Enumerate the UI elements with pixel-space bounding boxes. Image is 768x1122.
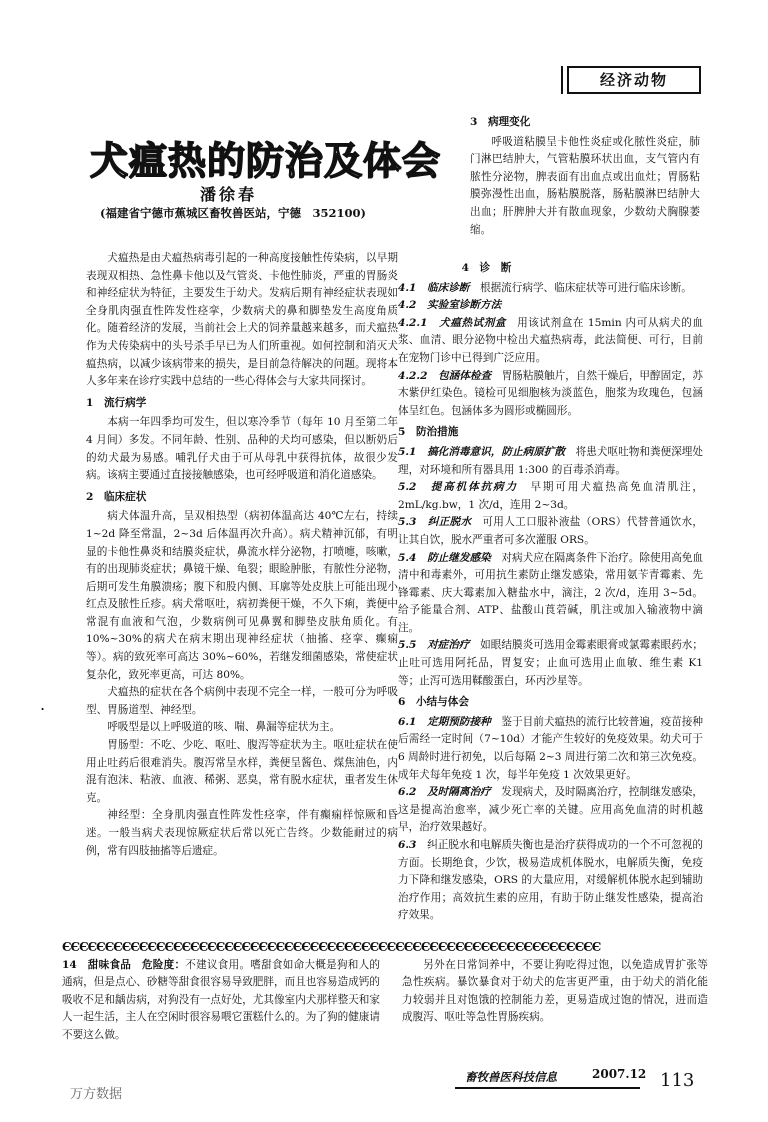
section-6-3: 6.3 纠正脱水和电解质失衡也是治疗获得成功的一个不可忽视的方面。长期绝食，少饮，极易造成机体脱水，电解质失衡，免疫力下降和继发感染，ORS 的大量应用，对缓解机体脱水起到辅助治疗作用；高效抗生素的应用，有助于防止继发性感染，提高治疗效果。 [398,839,704,922]
sidebar-text: 不建议食用。嗜甜食如命大概是狗和人的通病，但是点心、砂糖等甜食很容易导致肥胖，而且也容易造成钙的吸收不足和龋齿病，对狗没有一点好处，尤其像室内犬那样整天和家人一起生活，主人在空闲时很容易喂它蛋糕什么的。为了狗的健康请不要这么做。 [62,959,381,1041]
section-4-2: 4.2 实验室诊断方法 [398,299,502,312]
paragraph: 本病一年四季均可发生，但以寒冷季节（每年 10 月至第二年 4 月间）多发。不同年龄、性别、品种的犬均可感染，但以断奶后的幼犬最为易感。哺乳仔犬由于可从母乳中获得抗体，故很少发病。该病主要通过直接接触感染，也可经呼吸道和消化道感染。 [86,416,398,482]
section-6-2: 6.2 及时隔离治疗 发现病犬，及时隔离治疗，控制继发感染，这是提高治愈率，减少死亡率的关键。应用高免血清的时机越早，治疗效果越好。 [398,786,704,834]
article-title: 犬瘟热的防治及体会 [90,138,442,183]
bottom-left-column [62,957,380,1044]
paragraph: 另外在日常饲养中，不要让狗吃得过饱，以免造成胃扩张等急性疾病。暴饮暴食对于幼犬的危害更严重，由于幼犬的消化能力较弱并且对饱饿的控制能力差，更易造成过饱的情况，进而造成腹泻、呕吐等急性胃肠疾病。 [402,959,708,1024]
heading-summary: 6 小结与体会 [398,696,469,709]
paragraph: 呼吸型是以上呼吸道的咳、喘、鼻漏等症状为主。 [107,721,341,734]
page-number: 113 [660,1070,695,1091]
section-6-1: 6.1 定期预防接种 鉴于目前犬瘟热的流行比较普遍，疫苗接种后需经一定时间（7~10d）才能产生较好的免疫效果。幼犬可于 6 周龄时进行初免，以后每隔 2~3 周进行第二次和第三次免疫。成年犬每年免疫 1 次，每半年免疫 1 次效果更好。 [398,715,704,781]
affiliation: (福建省宁德市蕉城区畜牧兽医站，宁德 352100) [100,206,366,220]
left-column [86,250,398,860]
margin-dot: . [40,695,46,714]
heading-prevention: 5 防治措施 [398,426,459,439]
section-tag: 经济动物 [567,66,701,94]
heading-epidemiology: 1 流行病学 [86,396,147,409]
watermark: 万方数据 [70,1087,123,1102]
heading-symptoms: 2 临床症状 [86,490,147,503]
paragraph: 呼吸道粘膜呈卡他性炎症或化脓性炎症，肺门淋巴结肿大，气管粘膜环状出血，支气管内有脓性分泌物，脾表面有出血点或出血灶；胃肠粘膜弥漫性出血，肠粘膜脱落，肠粘膜淋巴结肿大出血；肝脾肿大并有散血现象，少数幼犬胸腺萎缩。 [470,135,700,236]
footer-rule [455,1087,640,1089]
journal-name: 畜牧兽医科技信息 [465,1070,557,1084]
paragraph: 神经型：全身肌肉强直性阵发性痉挛，伴有癫痫样惊厥和昏迷。一般当病犬表现惊厥症状后常以死亡告终。少数能耐过的病例，常有四肢抽搐等后遗症。 [86,809,398,857]
section-5-4: 5.4 防止继发感染 对病犬应在隔离条件下治疗。除使用高免血清中和毒素外，可用抗生素防止继发感染，常用氨苄青霉素、先锋霉素、庆大霉素加入糖盐水中，滴注，2 次/d，连用 3~5d。给予能量合剂、ATP、盐酸山莨菪碱，肌注或加入输液物中滴注。 [398,551,704,634]
section-5-2: 5.2 提高机体抗病力 早期可用犬瘟热高免血清肌注，2mL/kg.bw，1 次/d，连用 2~3d。 [398,481,704,511]
right-column [398,256,703,925]
author: 潘徐春 [200,185,258,204]
paragraph: 犬瘟热的症状在各个病例中表现不完全一样，一般可分为呼吸型、胃肠道型、神经型。 [86,686,398,716]
issue-date: 2007.12 [592,1067,647,1081]
paragraph: 病犬体温升高，呈双相热型（病初体温高达 40℃左右，持续 1~2d 降至常温，2~3d 后体温再次升高）。病犬精神沉郁，有明显的卡他性鼻炎和结膜炎症状，鼻流水样分泌物，打喷嚏，咳嗽，有的出现肺炎症状；鼻镜干燥、龟裂；眼睑肿胀，有脓性分泌物，后期可发生角膜溃疡；腹下和股内侧、耳廓等处皮肤上可能出现小红点及脓性丘疹。病犬常呕吐，病初粪便干燥，不久下痢，粪便中常混有血液和气泡，少数病例可见鼻翼和脚垫皮肤角质化。有 10%~30%的病犬在病末期出现神经症状（抽搐、痉挛、癫痫等）。病的致死率可高达 30%~60%，若继发细菌感染，常使症状复杂化，致死率更高，可达 80%。 [86,510,398,681]
section-4-2-1: 4.2.1 犬瘟热试剂盒 用该试剂盒在 15min 内可从病犬的血浆、血清、眼分泌物中检出犬瘟热病毒，此法简便、可行，目前在宠物门诊中已得到广泛应用。 [398,316,703,364]
heading-diagnosis: 4 诊 断 [461,262,512,274]
section-4-2-2: 4.2.2 包涵体检查 胃肠粘膜触片，自然干燥后，甲醇固定，苏木紫伊红染色。镜检可见细胞核为淡蓝色，胞浆为玫瑰色，包涵体呈红色。包涵体多为圆形或椭圆形。 [398,369,704,417]
heading-pathology: 3 病理变化 [470,116,531,128]
paragraph: 胃肠型：不吃、少吃、呕吐、腹泻等症状为主。呕吐症状在使用止吐药后很难消失。腹泻常呈水样，粪便呈酱色、煤焦油色，内混有泡沫、粘液、血液、稀粥、恶臭，常有脱水症状，重者发生休克。 [86,739,398,804]
right-column-top [470,110,700,239]
bottom-right-column [402,957,708,1027]
section-4-1: 4.1 临床诊断 根据流行病学、临床症状等可进行临床诊断。 [398,281,692,294]
intro-paragraph: 犬瘟热是由犬瘟热病毒引起的一种高度接触性传染病，以早期表现双相热、急性鼻卡他以及气管炎、卡他性肺炎，严重的胃肠炎和神经症状为特征，主要发生于幼犬。发病后期有神经症状表现如全身肌肉强直性阵发性痉挛，少数病犬的鼻和脚垫发生高度角质化。随着经济的发展，当前社会上犬的饲养量越来越多，而犬瘟热作为犬传染病中的头号杀手早已为人们所重视。如何控制和消灭犬瘟热病，以减少该病带来的损失，是目前急待解决的问题。现将本人多年来在诊疗实践中总结的一些心得体会与大家共同探讨。 [86,252,398,388]
ornamental-divider: ЄЄЄЄЄЄЄЄЄЄЄЄЄЄЄЄЄЄЄЄЄЄЄЄЄЄЄЄЄЄЄЄЄЄЄЄЄЄЄЄЄЄЄЄЄЄЄЄЄЄЄЄЄЄЄЄЄЄЄЄЄЄЄ [62,940,601,954]
section-5-1: 5.1 搞化消毒意识，防止病原扩散 将患犬呕吐物和粪便深埋处理，对环境和所有器具用 1:300 的百毒杀消毒。 [398,445,704,476]
section-5-3: 5.3 纠正脱水 可用人工口服补液盐（ORS）代替普通饮水，让其自饮，脱水严重者可多次灌服 ORS。 [398,516,704,546]
sidebar-label: 14 甜味食品 危险度： [62,959,186,971]
section-5-5: 5.5 对症治疗 如眼结膜炎可选用金霉素眼膏或氯霉素眼药水；止吐可选用阿托品，胃复安；止血可选用止血敏、维生素 K1 等；止泻可选用鞣酸蛋白，环丙沙星等。 [398,639,704,687]
